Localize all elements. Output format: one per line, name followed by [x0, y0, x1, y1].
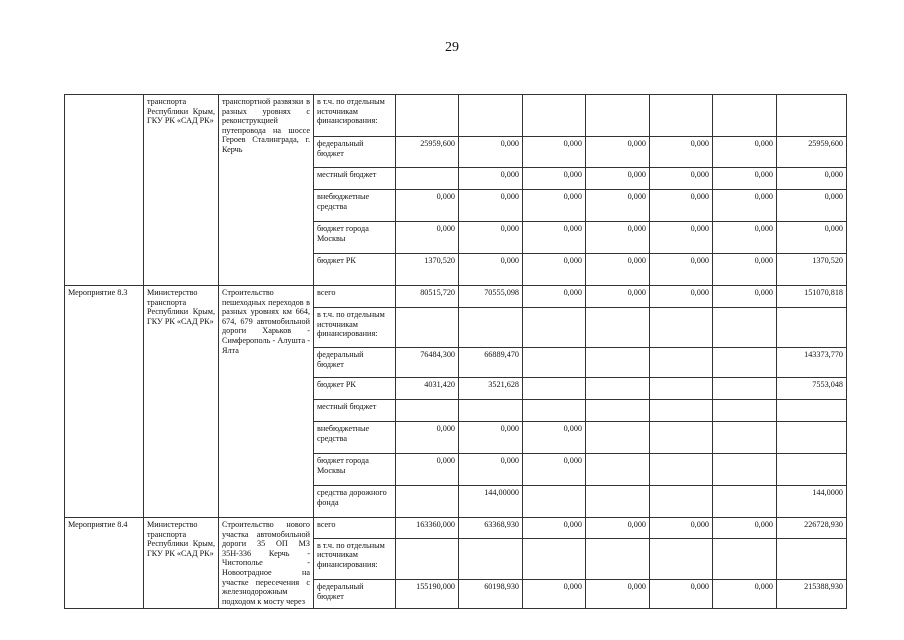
row-label: внебюджетные средства	[314, 190, 396, 222]
value-cell	[523, 95, 586, 137]
value-cell	[459, 95, 523, 137]
value-cell	[523, 308, 586, 348]
row-label: в т.ч. по отдельным источникам финансирования:	[314, 308, 396, 348]
event-cell: Мероприятие 8.4	[65, 518, 144, 609]
event-cell	[65, 95, 144, 286]
table-row	[65, 286, 847, 308]
value-cell	[650, 95, 713, 137]
value-cell	[713, 422, 777, 454]
value-cell	[713, 454, 777, 486]
value-cell: 0,000	[523, 222, 586, 254]
value-cell	[650, 308, 713, 348]
value-cell: 0,000	[523, 422, 586, 454]
row-label: федеральный бюджет	[314, 348, 396, 378]
value-cell	[523, 486, 586, 518]
value-cell	[586, 308, 650, 348]
value-cell: 3521,628	[459, 378, 523, 400]
value-cell: 0,000	[586, 580, 650, 609]
value-cell: 0,000	[396, 422, 459, 454]
value-cell: 0,000	[650, 137, 713, 168]
value-cell	[586, 348, 650, 378]
value-cell: 226728,930	[777, 518, 847, 539]
value-cell	[650, 400, 713, 422]
value-cell	[777, 422, 847, 454]
value-cell	[586, 538, 650, 580]
value-cell: 0,000	[523, 580, 586, 609]
page-number: 29	[445, 40, 459, 55]
row-label: бюджет города Москвы	[314, 222, 396, 254]
value-cell: 0,000	[523, 518, 586, 539]
object-cell: транспортной развязки в разных уровнях с реконструкцией путепровода на шоссе Героев Сталинграда, г. Керчь	[219, 95, 314, 286]
value-cell	[777, 308, 847, 348]
value-cell: 0,000	[650, 222, 713, 254]
value-cell	[713, 308, 777, 348]
value-cell	[650, 422, 713, 454]
value-cell: 0,000	[396, 454, 459, 486]
value-cell	[777, 454, 847, 486]
row-label: внебюджетные средства	[314, 422, 396, 454]
value-cell	[396, 538, 459, 580]
value-cell: 0,000	[459, 222, 523, 254]
value-cell: 144,00000	[459, 486, 523, 518]
value-cell: 0,000	[459, 454, 523, 486]
value-cell: 0,000	[396, 190, 459, 222]
value-cell	[586, 400, 650, 422]
value-cell: 0,000	[650, 168, 713, 190]
value-cell: 0,000	[650, 518, 713, 539]
value-cell	[396, 95, 459, 137]
value-cell: 0,000	[523, 286, 586, 308]
value-cell: 0,000	[713, 286, 777, 308]
value-cell: 0,000	[459, 190, 523, 222]
value-cell: 0,000	[396, 222, 459, 254]
financing-table	[64, 94, 847, 609]
row-label: бюджет РК	[314, 378, 396, 400]
value-cell: 163360,000	[396, 518, 459, 539]
value-cell	[713, 400, 777, 422]
value-cell: 60198,930	[459, 580, 523, 609]
value-cell	[777, 95, 847, 137]
value-cell: 80515,720	[396, 286, 459, 308]
value-cell	[586, 486, 650, 518]
table-row	[65, 518, 847, 539]
value-cell: 0,000	[459, 254, 523, 286]
value-cell	[523, 538, 586, 580]
value-cell: 0,000	[586, 286, 650, 308]
row-label: в т.ч. по отдельным источникам финансирования:	[314, 95, 396, 137]
value-cell: 0,000	[713, 190, 777, 222]
table-row	[65, 95, 847, 137]
value-cell: 0,000	[713, 137, 777, 168]
value-cell: 0,000	[713, 168, 777, 190]
value-cell	[523, 378, 586, 400]
value-cell: 0,000	[459, 422, 523, 454]
value-cell: 0,000	[586, 137, 650, 168]
value-cell	[713, 538, 777, 580]
value-cell: 0,000	[459, 168, 523, 190]
value-cell: 7553,048	[777, 378, 847, 400]
value-cell	[586, 422, 650, 454]
executor-cell: Министерство транспорта Республики Крым, ГКУ РК «САД РК»	[144, 286, 219, 518]
value-cell	[650, 454, 713, 486]
value-cell: 70555,098	[459, 286, 523, 308]
value-cell: 151070,818	[777, 286, 847, 308]
value-cell	[396, 486, 459, 518]
value-cell: 0,000	[713, 518, 777, 539]
value-cell	[650, 538, 713, 580]
value-cell	[459, 308, 523, 348]
value-cell: 143373,770	[777, 348, 847, 378]
value-cell: 0,000	[650, 286, 713, 308]
value-cell: 0,000	[523, 137, 586, 168]
value-cell: 155190,000	[396, 580, 459, 609]
value-cell	[396, 168, 459, 190]
row-label: в т.ч. по отдельным источникам финансирования:	[314, 538, 396, 580]
value-cell	[459, 538, 523, 580]
value-cell: 0,000	[713, 580, 777, 609]
value-cell	[459, 400, 523, 422]
row-label: бюджет РК	[314, 254, 396, 286]
value-cell	[396, 400, 459, 422]
value-cell	[650, 486, 713, 518]
value-cell: 0,000	[586, 168, 650, 190]
value-cell	[586, 95, 650, 137]
value-cell	[713, 348, 777, 378]
row-label: бюджет города Москвы	[314, 454, 396, 486]
value-cell: 0,000	[523, 254, 586, 286]
value-cell: 0,000	[777, 168, 847, 190]
value-cell	[777, 400, 847, 422]
value-cell	[523, 400, 586, 422]
value-cell: 0,000	[777, 222, 847, 254]
value-cell	[777, 538, 847, 580]
executor-cell: Министерство транспорта Республики Крым, ГКУ РК «САД РК»	[144, 518, 219, 609]
row-label: федеральный бюджет	[314, 580, 396, 609]
value-cell: 0,000	[586, 518, 650, 539]
value-cell	[650, 378, 713, 400]
value-cell: 4031,420	[396, 378, 459, 400]
value-cell: 63368,930	[459, 518, 523, 539]
object-cell: Строительство нового участка автомобильной дороги 35 ОП МЗ 35Н-336 Керчь - Чистополье - Новоотрадное на участке пересечения с железнодорожным подходом к мосту через	[219, 518, 314, 609]
value-cell: 0,000	[650, 254, 713, 286]
object-cell: Строительство пешеходных переходов в разных уровнях км 664, 674, 679 автомобильной дороги Харьков - Симферополь - Алушта - Ялта	[219, 286, 314, 518]
value-cell: 0,000	[650, 190, 713, 222]
value-cell: 0,000	[523, 168, 586, 190]
value-cell	[713, 378, 777, 400]
value-cell: 0,000	[523, 454, 586, 486]
value-cell: 25959,600	[396, 137, 459, 168]
row-label: местный бюджет	[314, 400, 396, 422]
value-cell: 144,0000	[777, 486, 847, 518]
value-cell: 0,000	[586, 254, 650, 286]
value-cell: 66889,470	[459, 348, 523, 378]
row-label: всего	[314, 518, 396, 539]
value-cell: 0,000	[586, 222, 650, 254]
value-cell: 1370,520	[396, 254, 459, 286]
value-cell	[650, 348, 713, 378]
row-label: местный бюджет	[314, 168, 396, 190]
row-label: всего	[314, 286, 396, 308]
value-cell	[396, 308, 459, 348]
value-cell: 0,000	[713, 254, 777, 286]
row-label: федеральный бюджет	[314, 137, 396, 168]
value-cell: 76484,300	[396, 348, 459, 378]
value-cell	[586, 454, 650, 486]
value-cell	[523, 348, 586, 378]
value-cell: 0,000	[650, 580, 713, 609]
value-cell: 0,000	[459, 137, 523, 168]
row-label: средства дорожного фонда	[314, 486, 396, 518]
value-cell	[713, 95, 777, 137]
value-cell: 25959,600	[777, 137, 847, 168]
value-cell	[586, 378, 650, 400]
value-cell	[713, 486, 777, 518]
value-cell: 0,000	[523, 190, 586, 222]
event-cell: Мероприятие 8.3	[65, 286, 144, 518]
executor-cell: транспорта Республики Крым, ГКУ РК «САД РК»	[144, 95, 219, 286]
value-cell: 0,000	[713, 222, 777, 254]
value-cell: 0,000	[777, 190, 847, 222]
value-cell: 1370,520	[777, 254, 847, 286]
value-cell: 215388,930	[777, 580, 847, 609]
value-cell: 0,000	[586, 190, 650, 222]
